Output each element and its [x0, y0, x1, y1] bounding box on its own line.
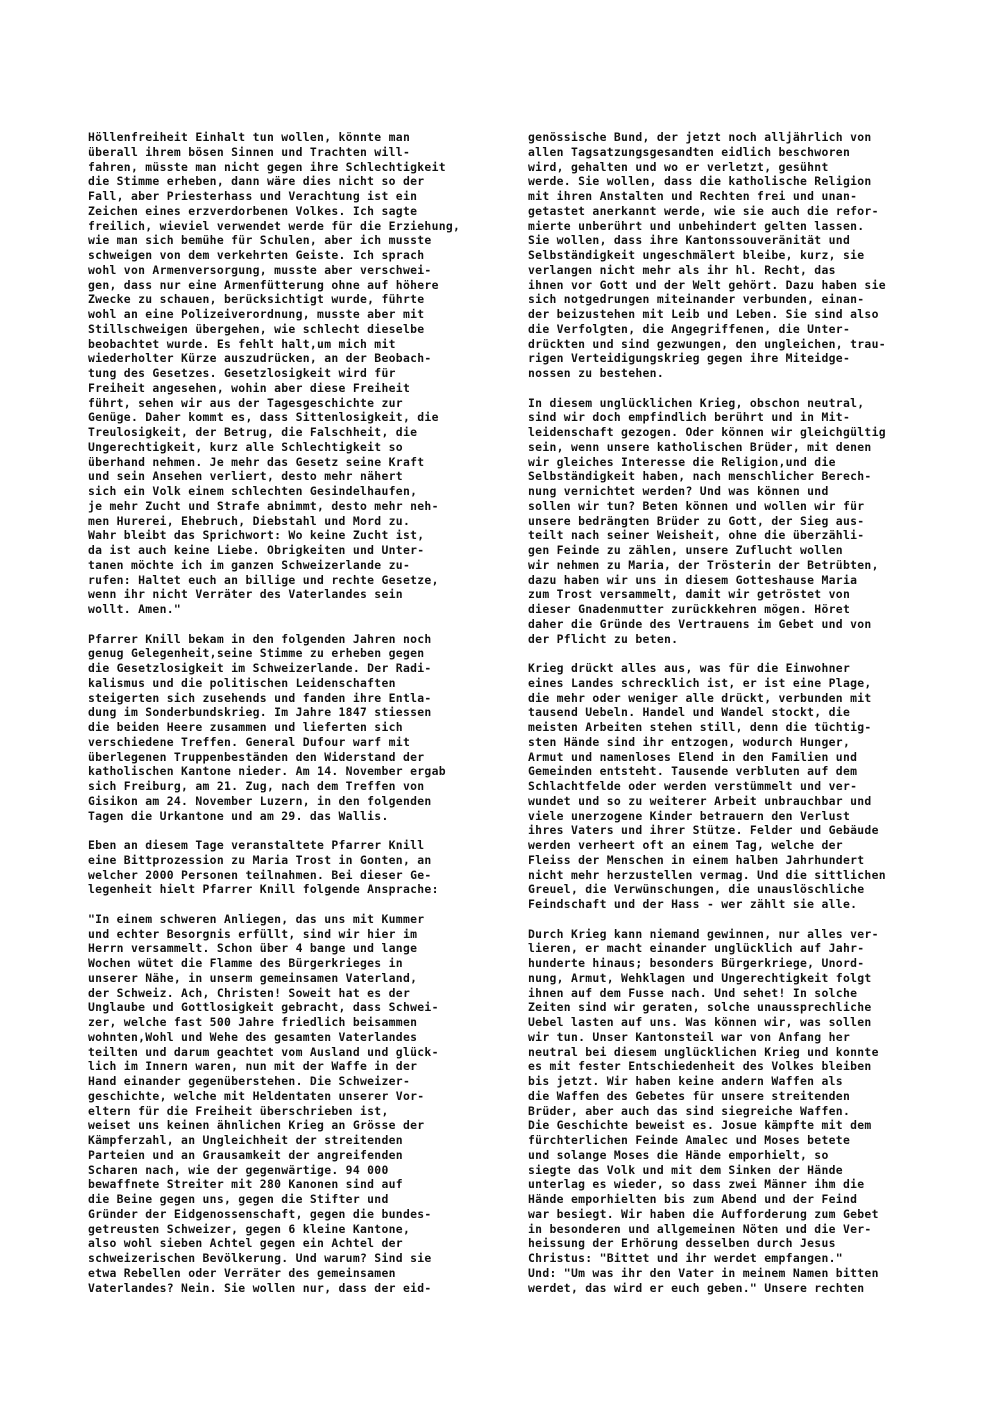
text-line: überhand nehmen. Je mehr das Gesetz seine Kraft	[88, 454, 425, 469]
text-line: nung vernichtet werden? Und was können und	[528, 484, 829, 498]
paragraph	[88, 632, 488, 824]
text-line: weiset uns keinen ähnlichen Krieg an Grösse der	[88, 1118, 425, 1133]
text-line: nung, Armut, Wehklagen und Ungerechtigkeit folgt	[528, 970, 872, 985]
text-line: war besiegt. Wir haben die Aufforderung zum Gebet	[528, 1206, 879, 1221]
text-line: verlangen nicht mehr als ihr hl. Recht, das	[528, 262, 836, 277]
text-line: die Beine gegen uns, gegen die Stifter und	[88, 1192, 389, 1206]
text-line: eine Bittprozession zu Maria Trost in Gonten, an	[88, 852, 432, 867]
text-line: hunderte hinaus; besonders Bürgerkriege, Unord-	[528, 956, 865, 970]
text-line: Gemeinden entsteht. Tausende verbluten auf dem	[528, 764, 858, 779]
text-line: Hände emporhielten bis zum Abend und der Feind	[528, 1192, 858, 1206]
text-line: neutral bei diesem unglücklichen Krieg und konnte	[528, 1044, 879, 1059]
text-line: wenn ihr nicht Verräter des Vaterlandes sein	[88, 587, 403, 602]
text-line: bewaffnete Streiter mit 280 Kanonen sind auf	[88, 1177, 403, 1192]
text-line: und solange Moses die Hände emporhielt, so	[528, 1147, 829, 1162]
text-line: steigerten sich zusehends und fanden ihre Entla-	[88, 690, 432, 705]
text-line: führt, sehen wir aus der Tagesgeschichte zur	[88, 395, 403, 410]
text-line: also wohl sieben Achtel gegen ein Achtel der	[88, 1236, 403, 1251]
text-line: katholischen Kantone nieder. Am 14. November ergab	[88, 764, 446, 779]
paragraph	[528, 396, 938, 647]
text-line: genug Gelegenheit,seine Stimme zu erheben gegen	[88, 646, 425, 661]
text-line: sich notgedrungen miteinander verbunden, einan-	[528, 292, 865, 307]
text-line: Treulosigkeit, der Betrug, die Falschheit, die	[88, 425, 418, 439]
text-line: wie man sich bemühe für Schulen, aber ich musste	[88, 233, 432, 248]
text-line: wollt. Amen."	[88, 602, 182, 616]
text-line: Armut und namenloses Elend in den Familien und	[528, 749, 858, 764]
text-line: Krieg drückt alles aus, was für die Einwohner	[528, 661, 851, 675]
text-line: es mit fester Entschiedenheit des Volkes bleiben	[528, 1059, 872, 1074]
text-line: tanen möchte ich im ganzen Schweizerlande zu-	[88, 557, 411, 572]
paragraph	[528, 661, 938, 912]
text-line: da ist auch keine Liebe. Obrigkeiten und Unter-	[88, 543, 425, 557]
text-line: viele unerzogene Kinder betrauern den Verlust	[528, 808, 851, 823]
text-line: wir tun. Unser Kantonsteil war von Anfang her	[528, 1029, 851, 1044]
text-line: je mehr Zucht und Strafe abnimmt, desto mehr neh-	[88, 498, 439, 513]
text-line: Durch Krieg kann niemand gewinnen, nur alles ver-	[528, 926, 879, 941]
text-line: dieser Gnadenmutter zurückkehren mögen. Höret	[528, 602, 851, 616]
text-line: Uebel lasten auf uns. Was können wir, was sollen	[528, 1015, 872, 1029]
text-line: Wahr bleibt das Sprichwort: Wo keine Zucht ist,	[88, 528, 425, 543]
text-line: Unglaube und Gottlosigkeit gebracht, dass Schwei-	[88, 1000, 439, 1015]
text-line: Eben an diesem Tage veranstaltete Pfarrer Knill	[88, 838, 425, 852]
paragraph	[528, 130, 938, 381]
text-line: ihnen auf dem Fusse nach. Und sehet! In solche	[528, 985, 858, 1000]
text-line: mit ihren Anstalten und Rechten frei und unan-	[528, 189, 858, 203]
text-line: wohl von Armenversorgung, musste aber verschwei-	[88, 262, 432, 277]
text-line: teilt nach seiner Weisheit, ohne die überzähli-	[528, 528, 865, 543]
text-line: eltern für die Freiheit überschrieben ist,	[88, 1103, 389, 1118]
text-line: Genüge. Daher kommt es, dass Sittenlosigkeit, die	[88, 410, 439, 425]
text-line: kalismus und die politischen Leidenschaften	[88, 675, 396, 690]
text-line: überlegenen Truppenbeständen den Widerstand der	[88, 749, 425, 764]
text-line: wiederholter Kürze auszudrücken, an der Beobach-	[88, 351, 432, 366]
text-line: geschichte, welche mit Heldentaten unserer Vor-	[88, 1088, 425, 1103]
text-line: zer, welche fast 500 Jahre friedlich beisammen	[88, 1015, 418, 1029]
text-line: gen, dass nur eine Armenfütterung ohne auf höhere	[88, 277, 439, 292]
text-line: Christus: "Bittet und ihr werdet empfangen."	[528, 1251, 843, 1265]
text-line: Ungerechtigkeit, kurz alle Schlechtigkeit so	[88, 439, 403, 454]
text-line: Fleiss der Menschen in einem halben Jahrhundert	[528, 852, 865, 867]
text-line: Brüder, aber auch das sind siegreiche Waffen.	[528, 1103, 851, 1118]
text-line: Freiheit angesehen, wohin aber diese Freiheit	[88, 380, 411, 395]
text-line: Sie wollen, dass ihre Kantonssouveränität und	[528, 233, 851, 248]
text-line: Selbständigkeit ungeschmälert bleibe, kurz, sie	[528, 248, 865, 262]
text-line: nicht mehr herzustellen vermag. Und die sittlichen	[528, 867, 886, 882]
text-line: unsere bedrängten Brüder zu Gott, der Sieg aus-	[528, 513, 865, 528]
text-line: Hand einander gegenüberstehen. Die Schweizer-	[88, 1074, 411, 1088]
text-line: in besonderen und allgemeinen Nöten und die Ver-	[528, 1221, 872, 1236]
text-line: men Hurerei, Ehebruch, Diebstahl und Mord zu.	[88, 513, 411, 528]
text-line: rigen Verteidigungskrieg gegen ihre Miteidge-	[528, 351, 851, 366]
text-line: wundet und so zu weiterer Arbeit unbrauchbar und	[528, 793, 872, 808]
text-line: werde. Sie wollen, dass die katholische Religion	[528, 174, 872, 189]
text-line: die Verfolgten, die Angegriffenen, die Unter-	[528, 321, 851, 336]
text-line: rufen: Haltet euch an billige und rechte Gesetze,	[88, 572, 439, 587]
paragraph	[528, 927, 938, 1296]
text-line: der beizustehen mit Leib und Leben. Sie sind also	[528, 307, 879, 321]
text-line: die beiden Heere zusammen und lieferten sich	[88, 720, 403, 734]
text-line: In diesem unglücklichen Krieg, obschon neutral,	[528, 395, 865, 410]
text-line: "In einem schweren Anliegen, das uns mit Kummer	[88, 911, 425, 926]
text-line: Gründer der Eidgenossenschaft, gegen die bundes-	[88, 1206, 432, 1221]
text-line: ihnen vor Gott und der Welt gehört. Dazu haben sie	[528, 277, 886, 292]
text-line: die Stimme erheben, dann wäre dies nicht so der	[88, 174, 425, 189]
text-line: sich Freiburg, am 21. Zug, nach dem Treffen von	[88, 779, 425, 793]
text-line: zum Trost versammelt, damit wir getröstet von	[528, 587, 851, 602]
text-line: Die Geschichte beweist es. Josue kämpfte mit dem	[528, 1118, 872, 1133]
right-text-column	[528, 130, 938, 1310]
text-line: dung im Sonderbundskrieg. Im Jahre 1847 stiessen	[88, 705, 432, 720]
text-line: Zeiten sind wir geraten, solche unaussprechliche	[528, 1000, 872, 1015]
paragraph	[88, 912, 488, 1296]
text-line: bis jetzt. Wir haben keine andern Waffen als	[528, 1074, 843, 1088]
text-line: wohnten,Wohl und Wehe des gesamten Vaterlandes	[88, 1029, 418, 1044]
text-line: getastet anerkannt werde, wie sie auch die refor-	[528, 203, 879, 218]
text-line: welcher 2000 Personen teilnahmen. Bei dieser Ge-	[88, 867, 432, 882]
text-line: und echter Besorgnis erfüllt, sind wir hier im	[88, 926, 418, 941]
text-line: wohl an eine Polizeiverordnung, musste aber mit	[88, 307, 425, 321]
text-line: Zwecke zu schauen, berücksichtigt wurde, führte	[88, 292, 425, 307]
text-line: allen Tagsatzungsgesandten eidlich beschworen	[528, 144, 851, 159]
text-line: Selbständigkeit haben, nach menschlicher Berech-	[528, 469, 872, 484]
text-line: sind wir doch empfindlich berührt und in Mit-	[528, 410, 851, 425]
text-line: tausend Uebeln. Handel und Wandel stockt, die	[528, 705, 851, 720]
paragraph	[88, 130, 488, 617]
paragraph	[88, 838, 488, 897]
text-line: gen Feinde zu zählen, unsere Zuflucht wollen	[528, 543, 843, 557]
text-line: tung des Gesetzes. Gesetzlosigkeit wird für	[88, 366, 396, 380]
text-line: sten Hände sind ihr entzogen, wodurch Hunger,	[528, 734, 851, 749]
text-line: Herrn versammelt. Schon über 4 bange und lange	[88, 941, 418, 956]
text-line: Schlachtfelde oder werden verstümmelt und ver-	[528, 779, 858, 793]
text-line: Pfarrer Knill bekam in den folgenden Jahren noch	[88, 631, 432, 646]
text-line: Kämpferzahl, an Ungleichheit der streitenden	[88, 1133, 403, 1147]
text-line: Scharen nach, wie der gegenwärtige. 94 000	[88, 1162, 389, 1177]
text-line: genössische Bund, der jetzt noch alljährlich von	[528, 130, 872, 144]
text-line: schweigen von dem verkehrten Geiste. Ich sprach	[88, 248, 425, 262]
left-text-column	[88, 130, 488, 1310]
text-line: überall ihrem bösen Sinnen und Trachten will-	[88, 144, 411, 159]
text-line: sein, wenn unsere katholischen Brüder, mit denen	[528, 439, 872, 454]
text-line: Wochen wütet die Flamme des Bürgerkrieges in	[88, 956, 403, 970]
text-line: etwa Rebellen oder Verräter des gemeinsamen	[88, 1265, 396, 1280]
text-line: daher die Gründe des Vertrauens im Gebet und von	[528, 616, 872, 631]
text-line: unserer Nähe, in unserm gemeinsamen Vaterland,	[88, 970, 418, 985]
text-line: wird, gehalten und wo er verletzt, gesühnt	[528, 159, 829, 174]
text-line: freilich, wieviel verwendet werde für die Erziehung,	[88, 218, 461, 233]
text-line: Stillschweigen übergehen, wie schlecht dieselbe	[88, 321, 425, 336]
text-line: nossen zu bestehen.	[528, 366, 664, 380]
text-line: werdet, das wird er euch geben." Unsere rechten	[528, 1280, 865, 1295]
text-line: der Pflicht zu beten.	[528, 631, 679, 646]
text-line: werden verheert oft an einem Tag, welche der	[528, 838, 843, 852]
text-line: teilten und darum geachtet vom Ausland und glück-	[88, 1044, 439, 1059]
text-line: Höllenfreiheit Einhalt tun wollen, könnte man	[88, 130, 411, 144]
text-line: lieren, er macht einander unglücklich auf Jahr-	[528, 941, 865, 956]
text-line: eines Landes schrecklich ist, er ist eine Plage,	[528, 675, 872, 690]
text-line: unterlag es wieder, so dass zwei Männer ihm die	[528, 1177, 865, 1192]
text-line: leidenschaft gezogen. Oder können wir gleichgültig	[528, 425, 886, 439]
text-line: ihres Vaters und ihrer Stütze. Felder und Gebäude	[528, 823, 879, 838]
text-line: beobachtet wurde. Es fehlt halt,um mich mit	[88, 336, 396, 351]
text-line: heissung der Erhörung desselben durch Jesus	[528, 1236, 836, 1251]
text-line: getreusten Schweizer, gegen 6 kleine Kantone,	[88, 1221, 411, 1236]
text-line: sollen wir tun? Beten können und wollen wir für	[528, 498, 865, 513]
text-line: Vaterlandes? Nein. Sie wollen nur, dass der eid-	[88, 1280, 432, 1295]
text-line: fürchterlichen Feinde Amalec und Moses betete	[528, 1133, 851, 1147]
text-line: Feindschaft und der Hass - wer zählt sie alle.	[528, 897, 858, 911]
text-line: die mehr oder weniger alle drückt, verbunden mit	[528, 690, 872, 705]
text-line: Parteien und an Grausamkeit der angreifenden	[88, 1147, 403, 1162]
text-line: die Waffen des Gebetes für unsere streitenden	[528, 1088, 851, 1103]
text-line: legenheit hielt Pfarrer Knill folgende Ansprache:	[88, 882, 439, 897]
text-line: lich im Innern waren, nun mit der Waffe in der	[88, 1059, 418, 1074]
text-line: Gisikon am 24. November Luzern, in den folgenden	[88, 793, 432, 808]
text-line: dazu haben wir uns in diesem Gotteshause Maria	[528, 572, 858, 587]
text-line: Zeichen eines erzverdorbenen Volkes. Ich sagte	[88, 203, 418, 218]
text-line: Greuel, die Verwünschungen, die unauslöschliche	[528, 882, 865, 897]
text-line: und sein Ansehen verliert, desto mehr nähert	[88, 469, 403, 484]
text-line: Und: "Um was ihr den Vater in meinem Namen bitten	[528, 1265, 879, 1280]
text-line: wir gleiches Interesse die Religion,und die	[528, 454, 836, 469]
text-line: schweizerischen Bevölkerung. Und warum? Sind sie	[88, 1251, 432, 1265]
text-line: Fall, aber Priesterhass und Verachtung ist ein	[88, 189, 418, 203]
text-line: die Gesetzlosigkeit im Schweizerlande. Der Radi-	[88, 661, 432, 675]
text-line: der Schweiz. Ach, Christen! Soweit hat es der	[88, 985, 411, 1000]
text-line: drückten und sind gezwungen, den ungleichen, trau-	[528, 336, 886, 351]
text-line: mierte unberührt und unbehindert gelten lassen.	[528, 218, 865, 233]
text-line: wir nehmen zu Maria, der Trösterin der Betrübten,	[528, 557, 879, 572]
text-line: fahren, müsste man nicht gegen ihre Schlechtigkeit	[88, 159, 446, 174]
text-line: Tagen die Urkantone und am 29. das Wallis.	[88, 808, 389, 823]
text-line: verschiedene Treffen. General Dufour warf mit	[88, 734, 411, 749]
text-line: meisten Arbeiten stehen still, denn die tüchtig-	[528, 720, 872, 734]
text-line: sich ein Volk einem schlechten Gesindelhaufen,	[88, 484, 418, 498]
text-line: siegte das Volk und mit dem Sinken der Hände	[528, 1162, 843, 1177]
